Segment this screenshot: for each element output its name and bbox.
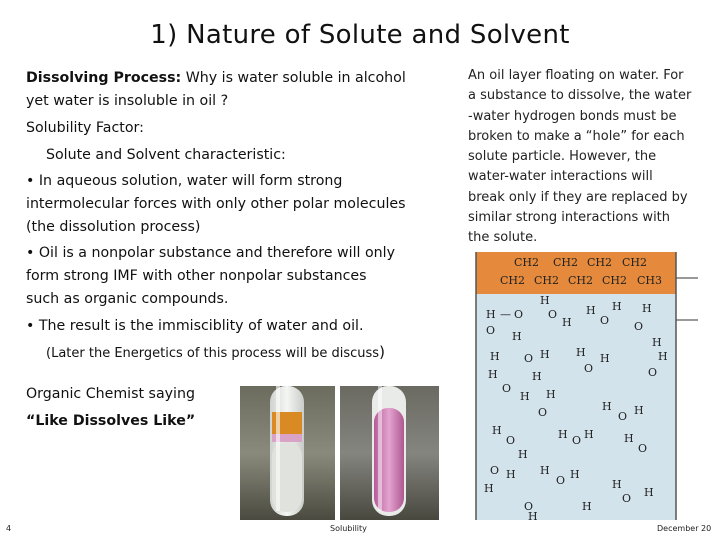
svg-text:H: H [540, 348, 550, 361]
svg-text:O: O [556, 474, 566, 487]
solute-solvent-heading: Solute and Solvent characteristic: [46, 147, 286, 163]
svg-text:H: H [634, 404, 644, 417]
svg-text:H: H [612, 300, 622, 313]
oil-label: CH2 [587, 256, 613, 269]
svg-text:H: H [484, 482, 494, 495]
svg-text:O: O [524, 352, 534, 365]
svg-text:H: H [624, 432, 634, 445]
caption-line: broken to make a “hole” for each [468, 128, 685, 144]
svg-text:O: O [634, 320, 644, 333]
svg-text:H: H [528, 510, 538, 522]
svg-text:H: H [540, 464, 550, 477]
dissolving-process-line [26, 67, 406, 90]
svg-text:H: H [576, 346, 586, 359]
bullet-2-line-1: • Oil is a nonpolar substance and therefore will only [26, 245, 395, 261]
oil-label: CH2 [602, 274, 628, 287]
caption-line: a substance to dissolve, the water [468, 88, 692, 104]
bullet-3: • The result is the immisciblity of water and oil. [26, 318, 364, 334]
svg-text:O: O [618, 410, 628, 423]
svg-text:H: H [540, 294, 550, 307]
oil-water-diagram [462, 248, 700, 522]
svg-text:H: H [658, 350, 668, 363]
caption-line: similar strong interactions with [468, 210, 671, 226]
slide-title: 1) Nature of Solute and Solvent [150, 20, 570, 50]
svg-text:O: O [548, 308, 558, 321]
svg-text:H: H [644, 486, 654, 499]
svg-text:H: H [652, 336, 662, 349]
svg-text:H: H [570, 468, 580, 481]
svg-text:O: O [600, 314, 610, 327]
svg-text:H: H [642, 302, 652, 315]
svg-text:H: H [586, 304, 596, 317]
oil-label: CH2 [534, 274, 560, 287]
svg-text:O: O [584, 362, 594, 375]
svg-text:H: H [602, 400, 612, 413]
svg-text:O: O [502, 382, 512, 395]
svg-text:H: H [490, 350, 500, 363]
bullet-2-line-2: form strong IMF with other nonpolar substances [26, 268, 367, 284]
caption-line: solute particle. However, the [468, 149, 657, 165]
svg-text:—: — [500, 308, 511, 321]
svg-text:O: O [622, 492, 632, 505]
later-note-text: (Later the Energetics of this process will be discuss [46, 346, 380, 361]
dissolving-process-text-2: yet water is insoluble in oil ? [26, 93, 229, 109]
oil-label: CH2 [514, 256, 540, 269]
footer-title: Solubility [330, 524, 367, 533]
svg-text:H: H [584, 428, 594, 441]
later-note-close: ) [379, 343, 385, 361]
svg-text:H: H [506, 468, 516, 481]
solubility-factor-heading: Solubility Factor: [26, 120, 144, 136]
svg-text:O: O [514, 308, 524, 321]
organic-saying: Organic Chemist saying [26, 386, 195, 402]
oil-label: CH2 [568, 274, 594, 287]
caption-line: An oil layer floating on water. For [468, 68, 684, 83]
caption-line: break only if they are replaced by [468, 189, 688, 205]
svg-text:H: H [488, 368, 498, 381]
svg-text:H: H [582, 500, 592, 513]
oil-label: CH2 [622, 256, 648, 269]
oil-label: CH2 [553, 256, 579, 269]
svg-text:H: H [558, 428, 568, 441]
svg-text:H: H [546, 388, 556, 401]
bullet-1-line-3: (the dissolution process) [26, 219, 201, 235]
svg-text:H: H [518, 448, 528, 461]
caption-line: water-water interactions will [468, 169, 653, 185]
svg-text:O: O [572, 434, 582, 447]
test-tube-photo-orange [240, 386, 335, 520]
svg-text:H: H [486, 308, 496, 321]
dissolving-process-text: Why is water soluble in alcohol [181, 70, 406, 86]
later-note [46, 343, 385, 361]
test-tube-photo-pink [340, 386, 439, 520]
svg-text:O: O [506, 434, 516, 447]
svg-text:O: O [648, 366, 658, 379]
dissolving-process-label: Dissolving Process: [26, 70, 182, 86]
svg-text:H: H [492, 424, 502, 437]
oil-label: CH3 [637, 274, 663, 287]
svg-text:O: O [638, 442, 648, 455]
svg-text:O: O [524, 500, 534, 513]
svg-text:H: H [600, 352, 610, 365]
svg-text:O: O [490, 464, 500, 477]
svg-text:H: H [512, 330, 522, 343]
svg-text:H: H [562, 316, 572, 329]
svg-text:H: H [532, 370, 542, 383]
caption-line: the solute. [468, 230, 538, 246]
oil-water-caption [468, 66, 696, 249]
svg-text:H: H [520, 390, 530, 403]
page-number: 4 [6, 524, 12, 533]
like-dissolves-like: “Like Dissolves Like” [26, 413, 196, 429]
bullet-1-line-2: intermolecular forces with only other polar molecules [26, 196, 406, 212]
bullet-2-line-3: such as organic compounds. [26, 291, 229, 307]
svg-text:O: O [486, 324, 496, 337]
svg-text:H: H [612, 478, 622, 491]
oil-label: CH2 [500, 274, 526, 287]
footer-date: December 20 [657, 524, 712, 533]
caption-line: -water hydrogen bonds must be [468, 108, 677, 124]
svg-text:O: O [538, 406, 548, 419]
bullet-1-line-1: • In aqueous solution, water will form strong [26, 173, 343, 189]
